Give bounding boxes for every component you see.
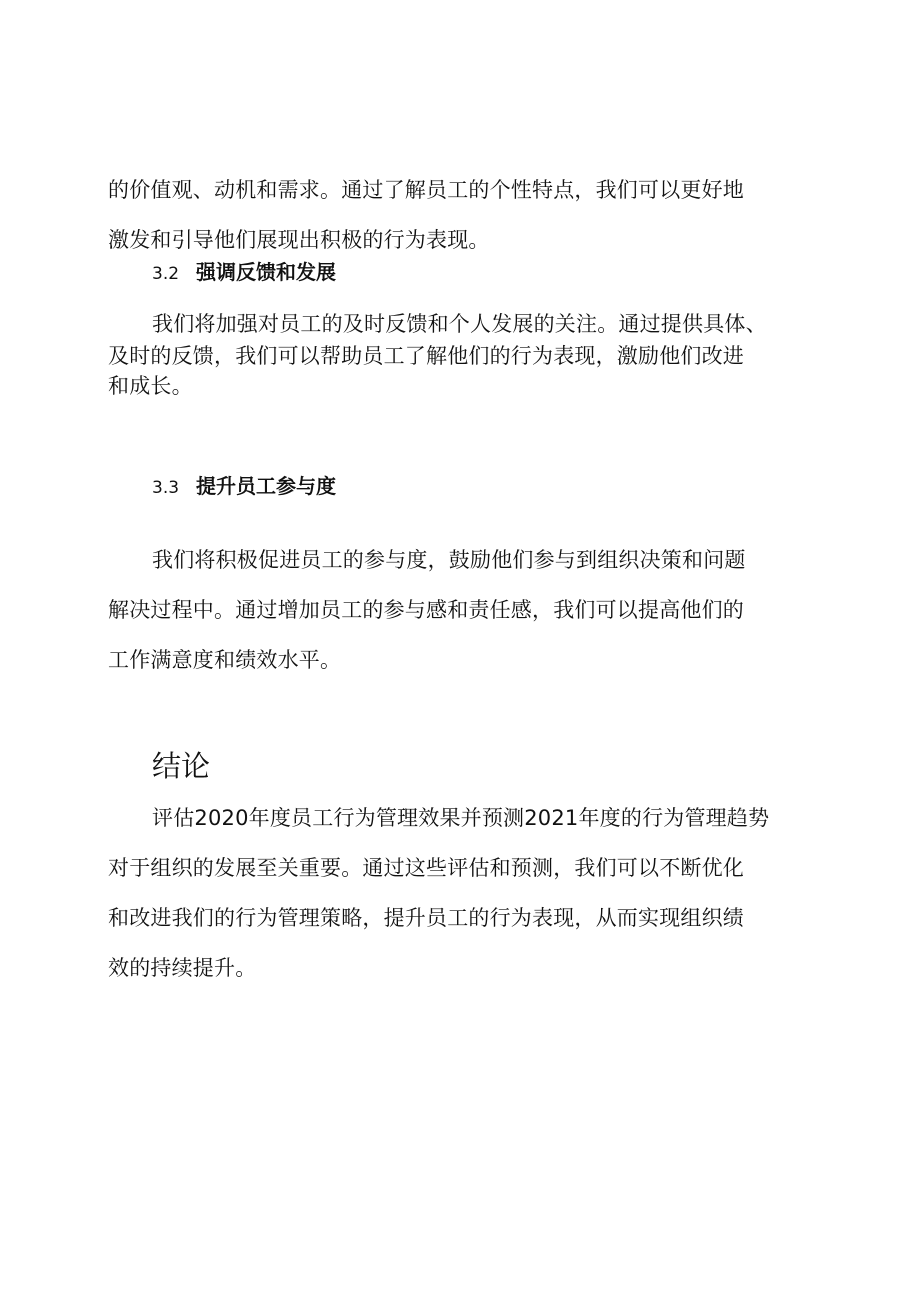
conclusion-title: 结论 (152, 749, 211, 783)
section-3-2-line-1: 我们将加强对员工的及时反馈和个人发展的关注。通过提供具体、 (152, 312, 767, 336)
conclusion-line-3: 和改进我们的行为管理策略，提升员工的行为表现，从而实现组织绩 (108, 906, 744, 930)
section-3-3-line-3: 工作满意度和绩效水平。 (108, 648, 342, 672)
conclusion-line-4: 效的持续提升。 (108, 956, 257, 980)
section-3-3-number: 3.3 (152, 478, 180, 498)
section-3-2-number: 3.2 (152, 264, 180, 284)
conclusion-line-1: 评估2020年度员工行为管理效果并预测2021年度的行为管理趋势 (152, 806, 770, 830)
section-3-2-line-3: 和成长。 (108, 374, 193, 398)
intro-line-2: 激发和引导他们展现出积极的行为表现。 (108, 228, 490, 252)
intro-line-1: 的价值观、动机和需求。通过了解员工的个性特点，我们可以更好地 (108, 178, 744, 202)
section-3-2-line-2: 及时的反馈，我们可以帮助员工了解他们的行为表现，激励他们改进 (108, 344, 744, 368)
section-3-2-heading (152, 258, 336, 288)
section-3-2-title: 强调反馈和发展 (196, 260, 336, 284)
section-3-3-line-2: 解决过程中。通过增加员工的参与感和责任感，我们可以提高他们的 (108, 598, 744, 622)
section-3-3-heading (152, 472, 336, 502)
conclusion-line-2: 对于组织的发展至关重要。通过这些评估和预测，我们可以不断优化 (108, 856, 744, 880)
section-3-3-title: 提升员工参与度 (196, 474, 336, 498)
section-3-3-line-1: 我们将积极促进员工的参与度，鼓励他们参与到组织决策和问题 (152, 548, 746, 572)
